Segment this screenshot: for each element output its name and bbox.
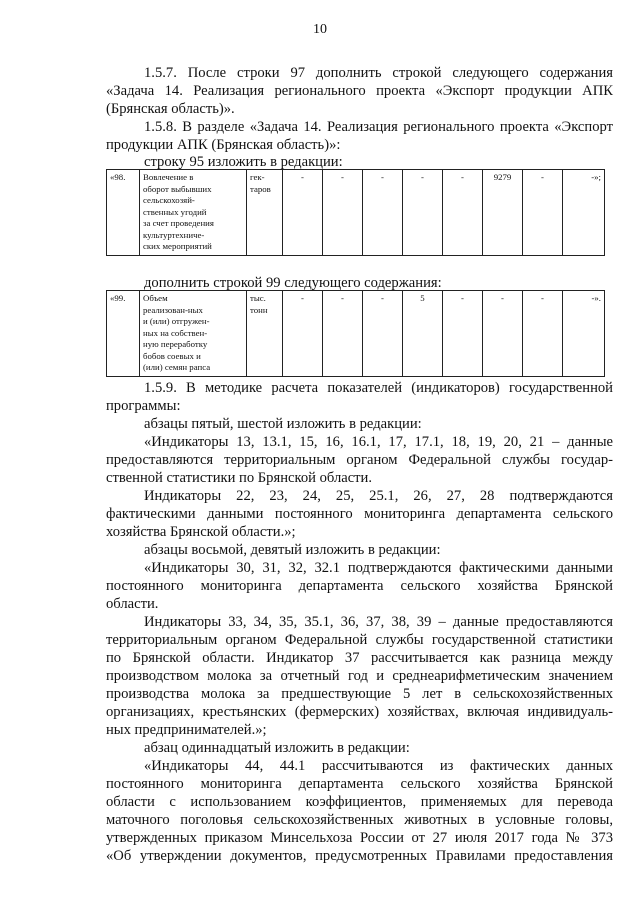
text-line: абзацы восьмой, девятый изложить в редакции: [144, 542, 441, 558]
text-line: программы: [106, 398, 181, 414]
text-line: «Индикаторы 30, 31, 32, 32.1 подтверждаются фактическими данными [144, 560, 613, 576]
text-line: по Брянской области. Индикатор 37 рассчитывается как разница между [106, 650, 613, 666]
paragraph-1-5-9 [106, 379, 613, 865]
text-line: Индикаторы 33, 34, 35, 35.1, 36, 37, 38, 39 – данные предоставляются [144, 614, 613, 630]
value-cell: 9279 [483, 170, 523, 256]
table-row [107, 291, 605, 377]
text-line: постоянного мониторинга департамента сельского хозяйства Брянской [106, 578, 613, 594]
table-caption-1: строку 95 изложить в редакции: [144, 154, 343, 170]
text-line: утвержденных приказом Минсельхоза России от 27 июля 2017 года № 373 [106, 830, 613, 846]
value-cell: - [523, 170, 563, 256]
value-cell: - [363, 170, 403, 256]
text-line: производством молока за отчетный год и среднеарифметическим значением [106, 668, 613, 684]
value-cell: - [523, 291, 563, 377]
text-line: области. [106, 596, 159, 612]
value-cell: - [283, 291, 323, 377]
text-line: Индикаторы 22, 23, 24, 25, 25.1, 26, 27, 28 подтверждаются [144, 488, 613, 504]
text-line: постоянного мониторинга департамента сельского хозяйства Брянской [106, 776, 613, 792]
text-line: хозяйства Брянской области.»; [106, 524, 296, 540]
text-line: (Брянская область)». [106, 101, 235, 117]
value-cell: - [363, 291, 403, 377]
text-line: 1.5.8. В разделе «Задача 14. Реализация регионального проекта «Экспорт [144, 119, 613, 135]
value-cell: - [323, 291, 363, 377]
table-row [107, 170, 605, 256]
value-cell: - [483, 291, 523, 377]
text-line: производства молока за предшествующие 5 лет в сельскохозяйственных [106, 686, 613, 702]
paragraph-1-5-7 [106, 64, 613, 154]
value-cell: - [403, 170, 443, 256]
text-line: фактическими данными постоянного мониторинга департамента сельского [106, 506, 613, 522]
unit-cell: тыс. тонн [247, 291, 283, 377]
text-line: продукции АПК (Брянская область)»: [106, 137, 341, 153]
indicator-name: Объем реализован-ных и (или) отгружен- ных на собствен- ную переработку бобов соевых и (или) семян рапса [140, 291, 247, 377]
value-cell: -»; [563, 170, 605, 256]
text-line: «Индикаторы 13, 13.1, 15, 16, 16.1, 17, 17.1, 18, 19, 20, 21 – данные [144, 434, 613, 450]
text-line: предоставляются территориальным органом Федеральной службы государ- [106, 452, 613, 468]
value-cell: 5 [403, 291, 443, 377]
value-cell: - [323, 170, 363, 256]
text-line: 1.5.9. В методике расчета показателей (индикаторов) государственной [144, 380, 613, 396]
text-line: маточного поголовья сельскохозяйственных животных в условные головы, [106, 812, 613, 828]
page-number: 10 [313, 22, 327, 37]
text-line: «Об утверждении документов, предусмотренных Правилами предоставления [106, 848, 613, 864]
value-cell: - [443, 170, 483, 256]
text-line: территориальным органом Федеральной службы государственной статистики [106, 632, 613, 648]
table-caption-2: дополнить строкой 99 следующего содержания: [144, 275, 442, 291]
text-line: организациях, крестьянских (фермерских) хозяйствах, включая индивидуаль- [106, 704, 613, 720]
text-line: абзац одиннадцатый изложить в редакции: [144, 740, 410, 756]
text-line: ственной статистики по Брянской области. [106, 470, 373, 486]
text-line: «Индикаторы 44, 44.1 рассчитываются из фактических данных [144, 758, 613, 774]
text-line: абзацы пятый, шестой изложить в редакции: [144, 416, 422, 432]
text-line: «Задача 14. Реализация регионального проекта «Экспорт продукции АПК [106, 83, 613, 99]
value-cell: - [443, 291, 483, 377]
unit-cell: гек- таров [247, 170, 283, 256]
text-line: 1.5.7. После строки 97 дополнить строкой следующего содержания [144, 65, 613, 81]
text-line: ных предпринимателей.»; [106, 722, 267, 738]
indicator-name: Вовлечение в оборот выбывших сельскохозяй- ственных угодий за счет проведения культуртехниче- ских мероприятий [140, 170, 247, 256]
value-cell: -». [563, 291, 605, 377]
amendment-table-row-98 [106, 169, 605, 256]
text-line: области с использованием коэффициентов, применяемых для перевода [106, 794, 613, 810]
value-cell: - [283, 170, 323, 256]
row-number: «98. [107, 170, 140, 256]
row-number: «99. [107, 291, 140, 377]
amendment-table-row-99 [106, 290, 605, 377]
